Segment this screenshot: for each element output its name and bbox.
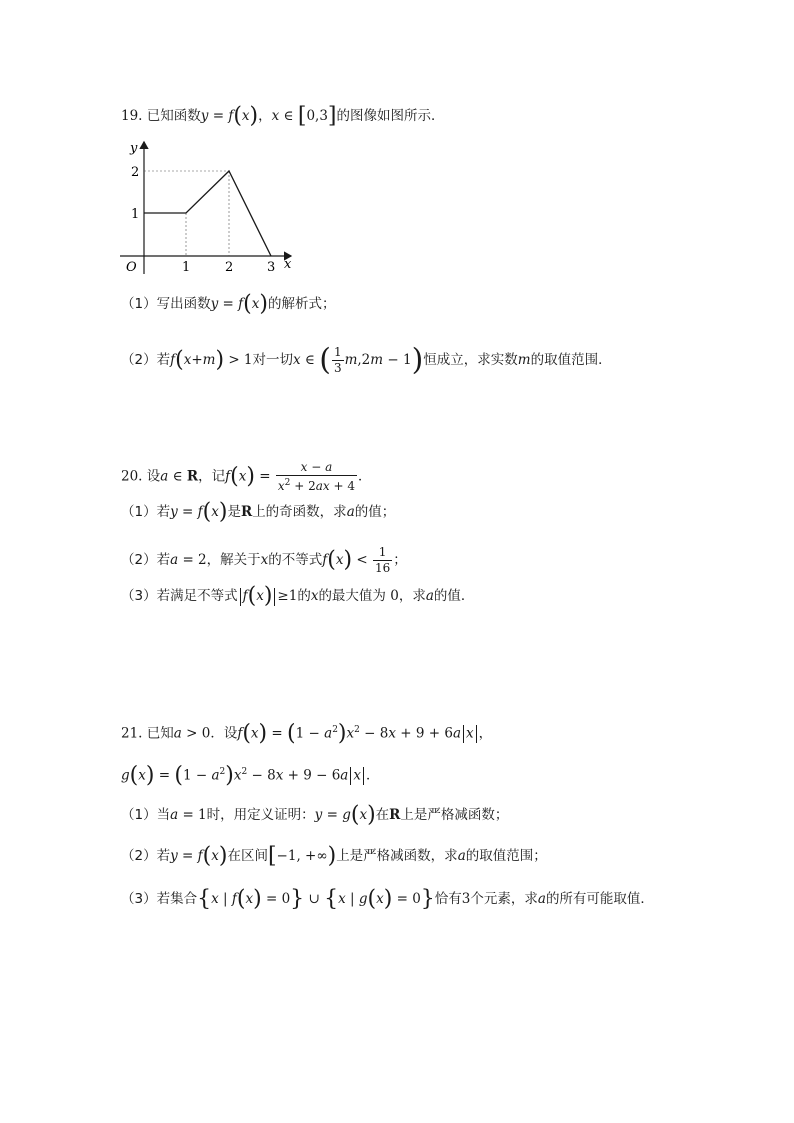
y-tick-2: 2: [131, 165, 140, 180]
y-axis-label: y: [130, 141, 138, 156]
x-tick-1: 1: [182, 260, 191, 275]
y-tick-1: 1: [131, 207, 140, 222]
origin-label: O: [126, 260, 137, 275]
q19-graph: [115, 138, 305, 278]
q20-part3: （3）若满足不等式 f(x) ≥1的x的最大值为 0，求a的值．: [121, 583, 475, 609]
q21-title: 21. 已知a > 0．设$f(x) = (1 - a^2)x^2 - 8x + 9 + 6a$ x ，: [121, 721, 493, 746]
q20-part2: （2）若a = 2，解关于x的不等式f(x) < $\frac{1}{16}$ ；: [121, 545, 407, 575]
q19-part2: （2）若f(x+m) > 1对一切x ∈ ( $\frac{1}{3}$ m,2m − 1)恒成立，求实数m的取值范围．: [121, 342, 612, 378]
q21-title2: $g(x) = (1 - a^2)x^2 - 8x + 9 - 6a$ x ．: [121, 763, 380, 788]
x-tick-3: 3: [267, 260, 276, 275]
x-axis-label: x: [284, 257, 292, 272]
q20-title: 20. 设a ∈ R，记f(x) = $\frac{x - a}{x^2 + 2ax + 4}$ ．: [121, 460, 372, 493]
q21-part3: （3）若集合{x | f(x) = 0} ∪ {x | g(x) = 0}恰有3个元素，求a的所有可能取值．: [121, 886, 654, 912]
q19-part1: （1）写出函数y = f(x)的解析式；: [121, 291, 336, 317]
q21-part1: （1）当a = 1时，用定义证明：y = g(x)在R上是严格减函数；: [121, 802, 509, 828]
q19-title: 19. 已知函数y = f(x)，x ∈ [0,3]的图像如图所示．: [121, 103, 445, 129]
function-curve: [144, 171, 271, 256]
q20-part1: （1）若y = f(x)是R上的奇函数，求a的值；: [121, 499, 396, 525]
x-tick-2: 2: [225, 260, 234, 275]
q21-part2: （2）若y = f(x)在区间[−1, +∞)上是严格减函数，求a的取值范围；: [121, 843, 547, 869]
